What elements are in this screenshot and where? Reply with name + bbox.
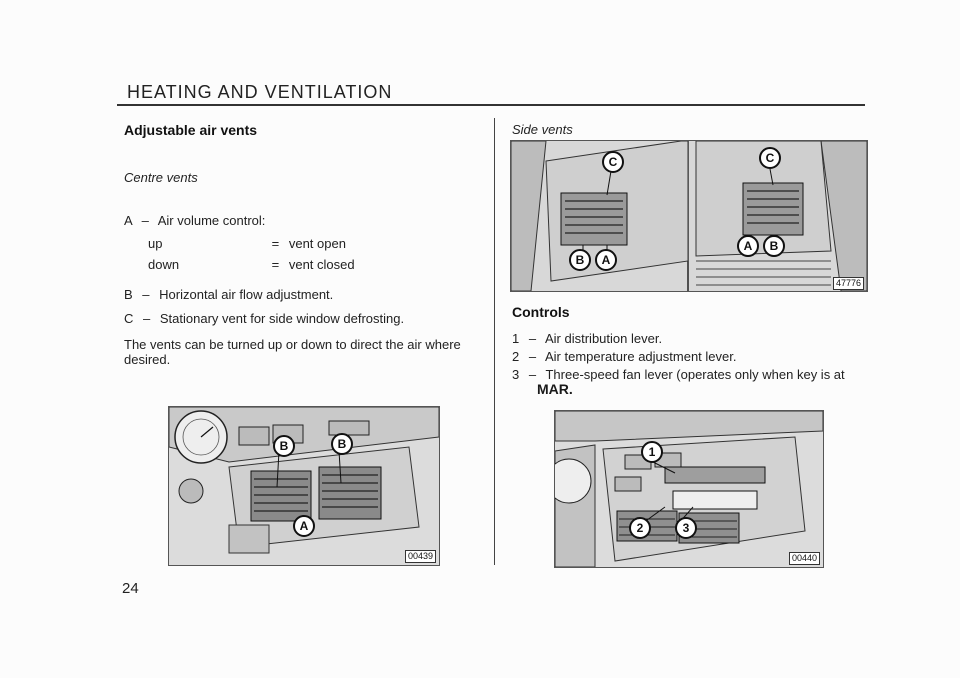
controls-illustration — [555, 411, 823, 567]
item-letter: C — [124, 311, 134, 326]
callout-a: A — [595, 249, 617, 271]
state-row-down — [148, 257, 428, 272]
header-rule — [117, 104, 865, 106]
controls-heading: Controls — [512, 304, 570, 320]
item-letter: B — [124, 287, 133, 302]
side-vents-figure — [510, 140, 868, 292]
callout-a: A — [293, 515, 315, 537]
item-b — [124, 287, 333, 302]
state-row-up — [148, 236, 428, 251]
centre-vents-subheading: Centre vents — [124, 170, 198, 185]
callout-b: B — [273, 435, 295, 457]
control-2 — [512, 349, 736, 364]
state-position: up — [148, 236, 163, 251]
callout-2: 2 — [629, 517, 651, 539]
state-meaning: vent open — [288, 236, 346, 251]
vents-paragraph: The vents can be turned up or down to direct the air where desired. — [124, 337, 461, 367]
callout-b: B — [569, 249, 591, 271]
figure-code: 00440 — [789, 552, 820, 565]
item-dash: – — [141, 213, 149, 228]
control-dash: – — [528, 349, 537, 364]
state-eq: = — [271, 236, 280, 251]
page-number: 24 — [122, 580, 139, 597]
callout-3: 3 — [675, 517, 697, 539]
adjustable-vents-heading: Adjustable air vents — [124, 122, 258, 138]
control-number: 1 — [512, 331, 520, 346]
callout-a: A — [737, 235, 759, 257]
item-text: Air volume control: — [157, 213, 266, 228]
centre-vents-figure — [168, 406, 440, 566]
item-text: Stationary vent for side window defrosting. — [159, 311, 405, 326]
key-position-mar: MAR. — [537, 381, 573, 397]
control-number: 2 — [512, 349, 520, 364]
control-1 — [512, 331, 662, 346]
state-eq: = — [271, 257, 280, 272]
section-title: HEATING AND VENTILATION — [127, 82, 393, 102]
callout-b: B — [331, 433, 353, 455]
control-number: 3 — [512, 367, 520, 382]
control-text: Air temperature adjustment lever. — [545, 349, 737, 364]
side-vents-subheading: Side vents — [512, 122, 573, 137]
control-text: Air distribution lever. — [545, 331, 663, 346]
side-vents-illustration — [511, 141, 867, 291]
centre-vents-illustration — [169, 407, 439, 565]
callout-c: C — [602, 151, 624, 173]
callout-1: 1 — [641, 441, 663, 463]
item-c — [124, 311, 404, 326]
item-dash: – — [143, 311, 151, 326]
callout-c: C — [759, 147, 781, 169]
control-3 — [512, 367, 867, 382]
figure-code: 00439 — [405, 550, 436, 563]
control-dash: – — [528, 367, 537, 382]
state-meaning: vent closed — [288, 257, 355, 272]
control-text: Three-speed fan lever (operates only when key is at — [545, 367, 845, 382]
item-dash: – — [142, 287, 150, 302]
callout-b: B — [763, 235, 785, 257]
item-a — [124, 213, 265, 228]
control-dash: – — [528, 331, 537, 346]
state-position: down — [148, 257, 180, 272]
figure-code: 47776 — [833, 277, 864, 290]
column-divider — [494, 118, 495, 565]
item-text: Horizontal air flow adjustment. — [159, 287, 334, 302]
item-letter: A — [124, 213, 132, 228]
controls-figure — [554, 410, 824, 568]
